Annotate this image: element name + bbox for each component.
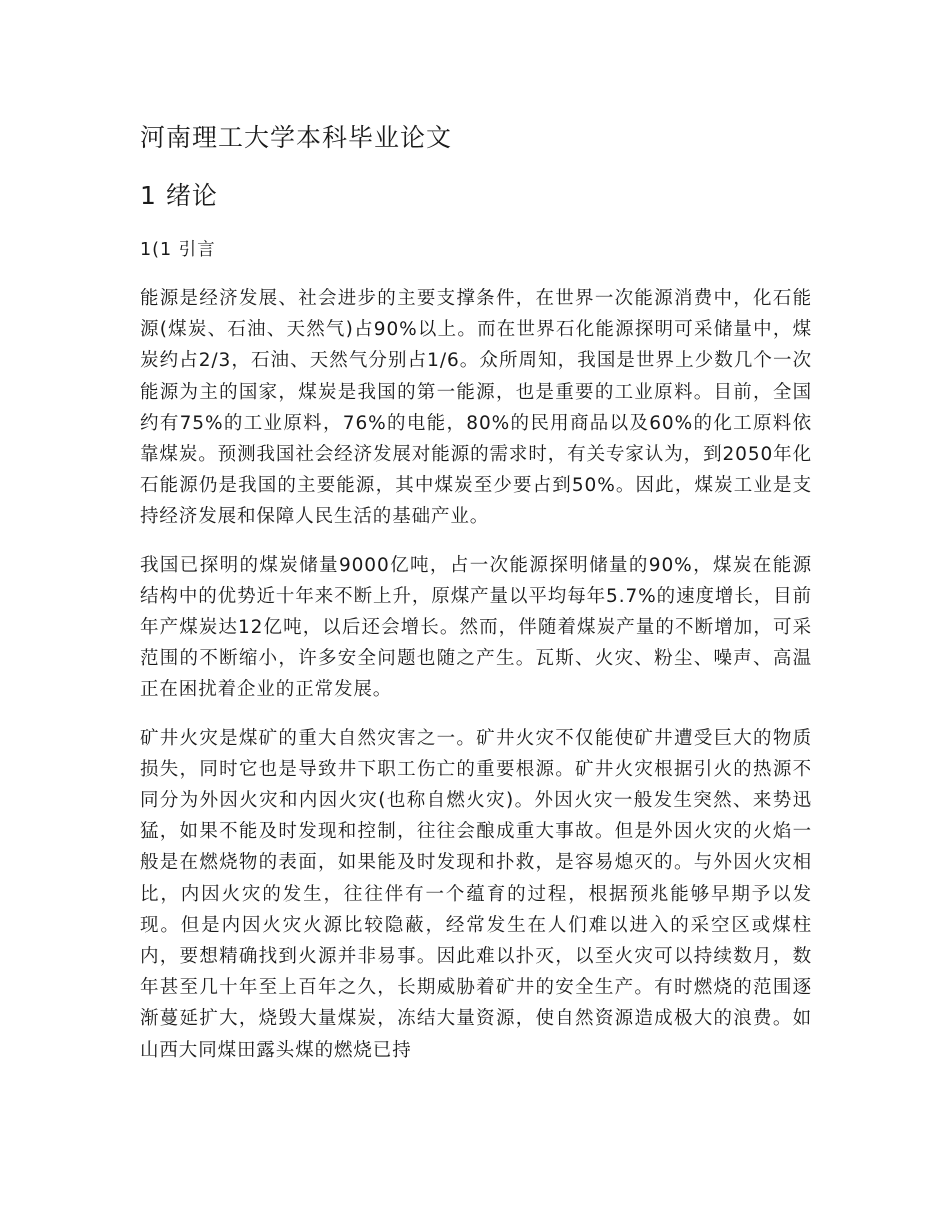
paragraph: 我国已探明的煤炭储量9000亿吨，占一次能源探明储量的90%，煤炭在能源结构中的优势近十年来不断上升，原煤产量以平均每年5.7%的速度增长，目前年产煤炭达12亿吨，以后还会增长。然而，伴随着煤炭产量的不断增加，可采范围的不断缩小，许多安全问题也随之产生。瓦斯、火灾、粉尘、噪声、高温正在困扰着企业的正常发展。 bbox=[140, 554, 812, 701]
paragraph: 矿井火灾是煤矿的重大自然灾害之一。矿井火灾不仅能使矿井遭受巨大的物质损失，同时它也是导致井下职工伤亡的重要根源。矿井火灾根据引火的热源不同分为外因火灾和内因火灾(也称自燃火灾)。外因火灾一般发生突然、来势迅猛，如果不能及时发现和控制，往往会酿成重大事故。但是外因火灾的火焰一般是在燃烧物的表面，如果能及时发现和扑救，是容易熄灭的。与外因火灾相比，内因火灾的发生，往往伴有一个蕴育的过程，根据预兆能够早期予以发现。但是内因火灾火源比较隐蔽，经常发生在人们难以进入的采空区或煤柱内，要想精确找到火源并非易事。因此难以扑灭，以至火灾可以持续数月，数年甚至几十年至上百年之久，长期威胁着矿井的安全生产。有时燃烧的范围逐渐蔓延扩大，烧毁大量煤炭，冻结大量资源，使自然资源造成极大的浪费。如山西大同煤田露头煤的燃烧已持 bbox=[140, 727, 812, 1061]
document-body bbox=[140, 283, 812, 1083]
document-header: 河南理工大学本科毕业论文 bbox=[140, 123, 453, 152]
paragraph: 能源是经济发展、社会进步的主要支撑条件，在世界一次能源消费中，化石能源(煤炭、石油、天然气)占90%以上。而在世界石化能源探明可采储量中，煤炭约占2/3，石油、天然气分别占1/6。众所周知，我国是世界上少数几个一次能源为主的国家，煤炭是我国的第一能源，也是重要的工业原料。目前，全国约有75%的工业原料，76%的电能，80%的民用商品以及60%的化工原料依靠煤炭。预测我国社会经济发展对能源的需求时，有关专家认为，到2050年化石能源仍是我国的主要能源，其中煤炭至少要占到50%。因此，煤炭工业是支持经济发展和保障人民生活的基础产业。 bbox=[140, 288, 812, 528]
section-title: 1(1 引言 bbox=[140, 240, 216, 260]
chapter-title: 1 绪论 bbox=[140, 181, 218, 210]
